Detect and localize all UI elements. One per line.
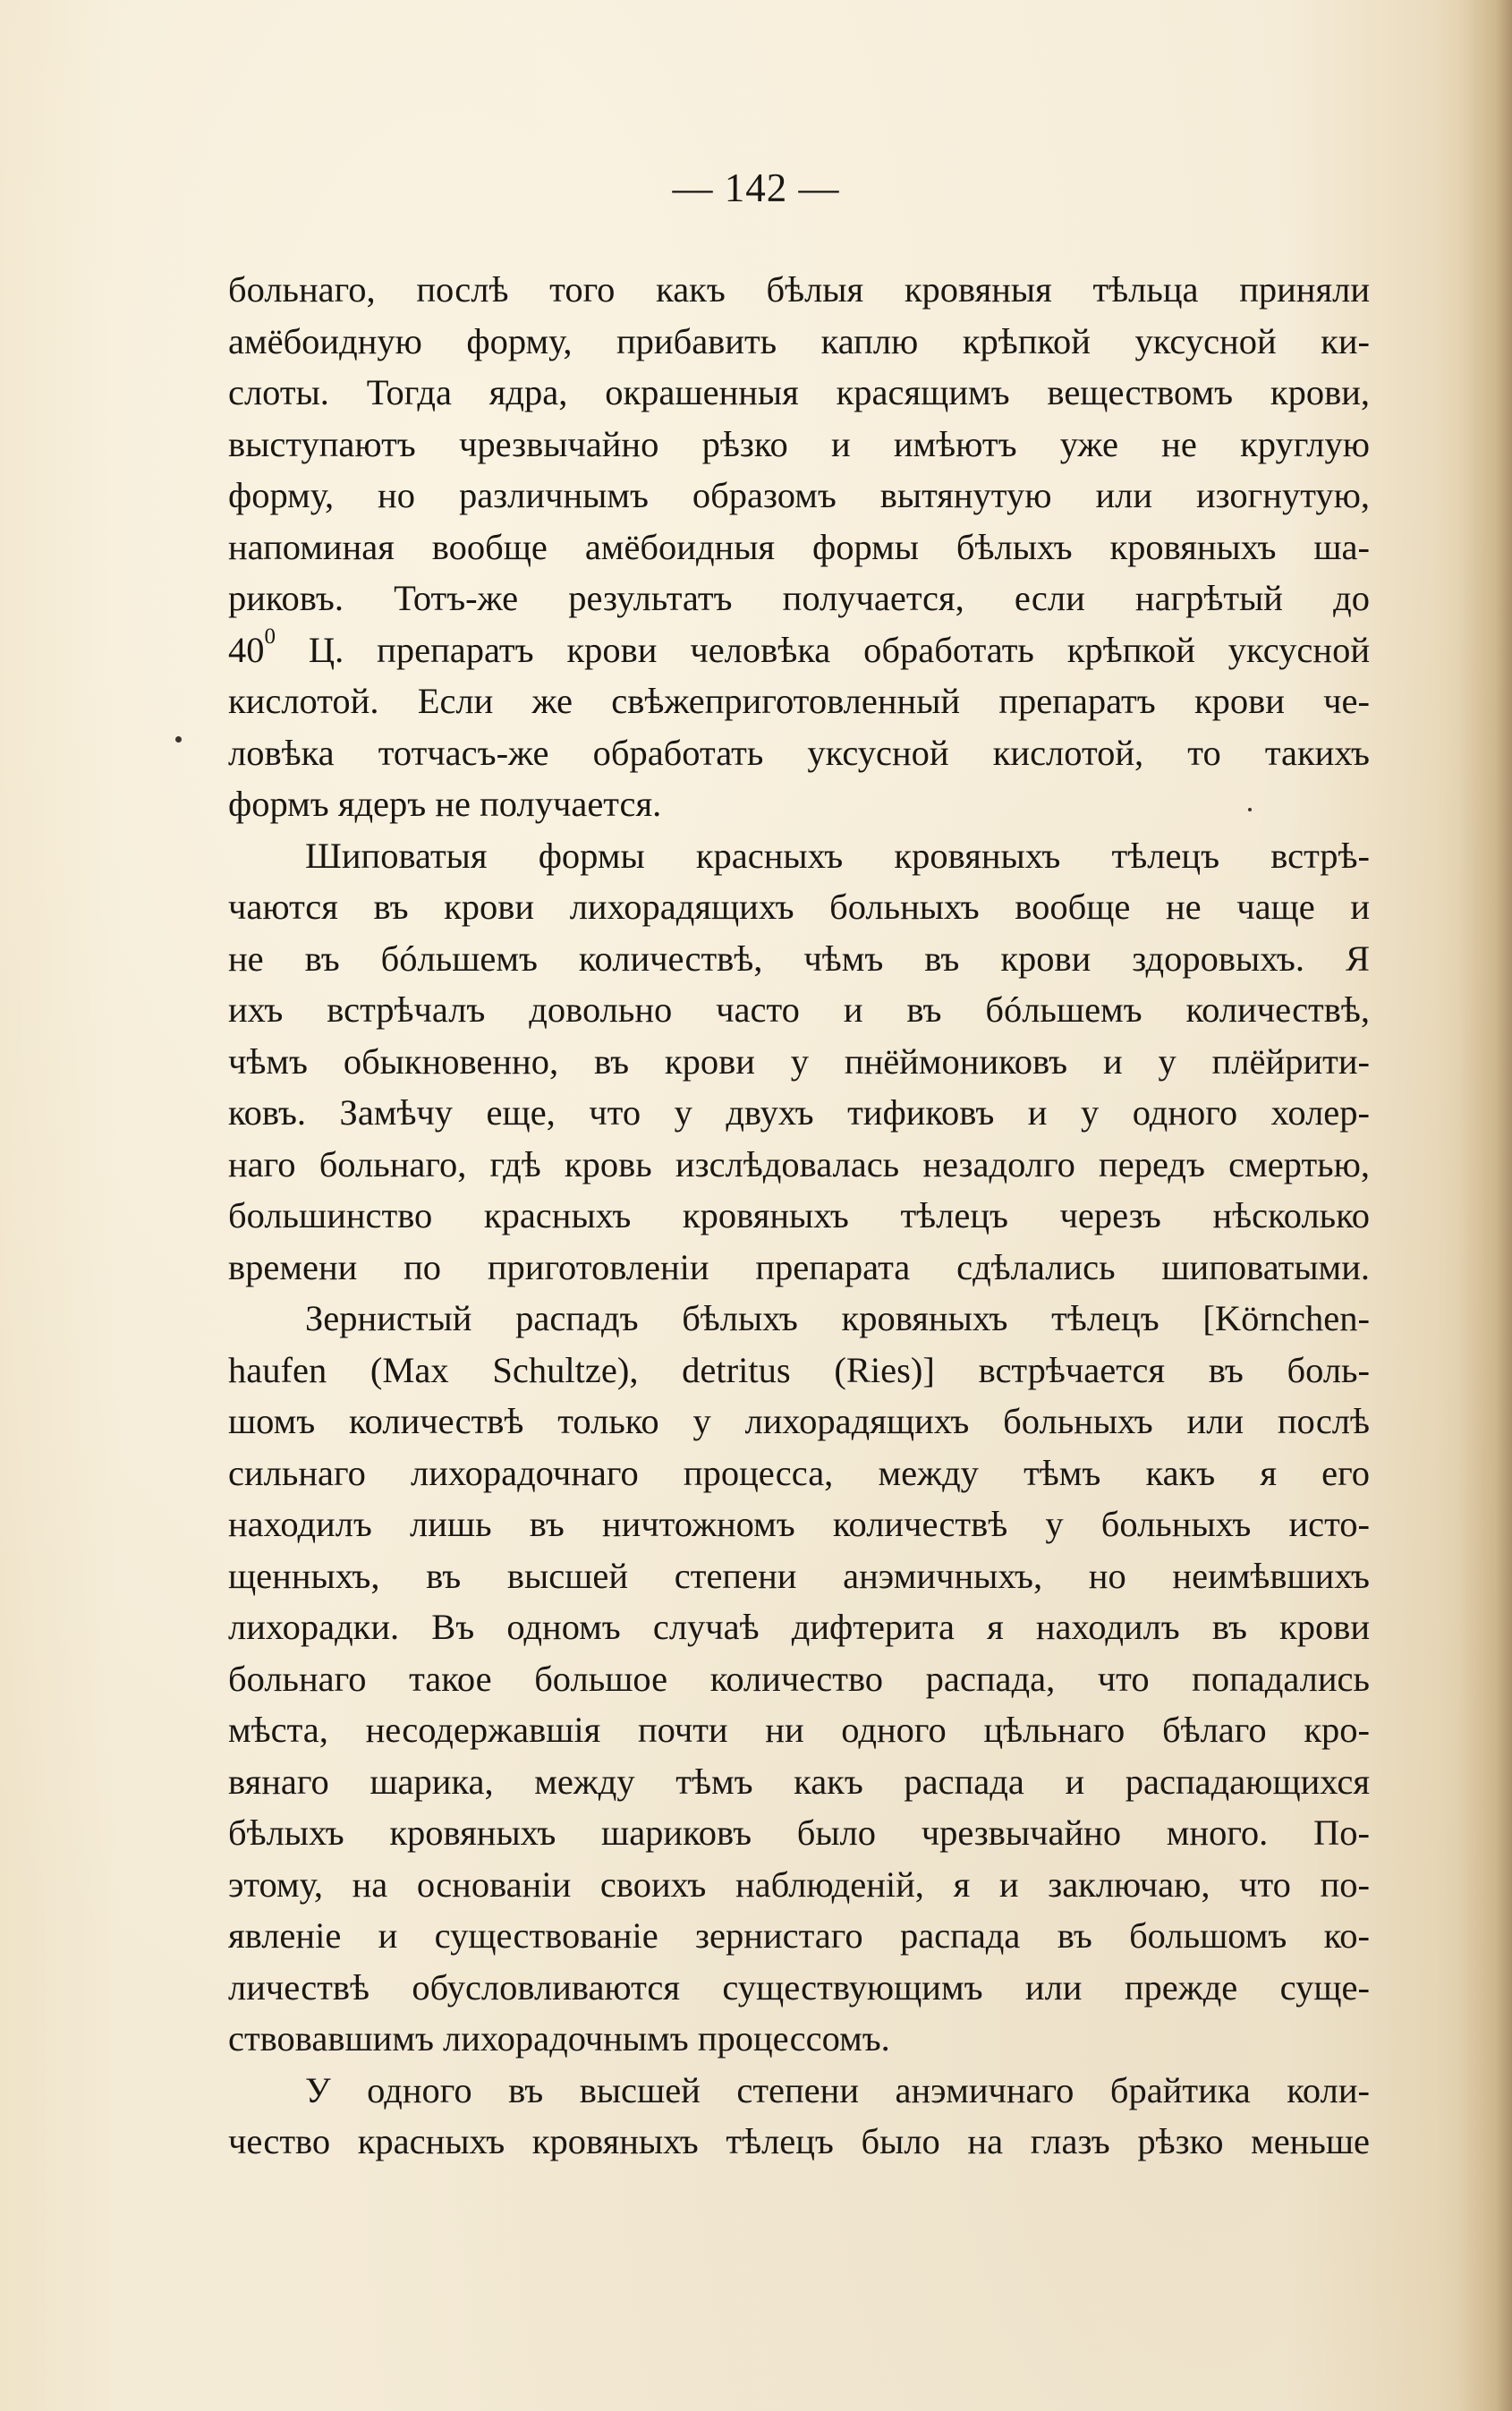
ink-speck: [1248, 808, 1252, 811]
text-line: больнаго, послѣ того какъ бѣлыя кровяныя тѣльца приняли: [228, 269, 1370, 310]
text-line: слоты. Тогда ядра, окрашенныя красящимъ веществомъ крови,: [228, 372, 1370, 412]
paragraph-start-line: Зернистый распадъ бѣлыхъ кровяныхъ тѣлецъ [Körnchen-: [305, 1298, 1370, 1338]
text-line: шомъ количествѣ только у лихорадящихъ больныхъ или послѣ: [228, 1401, 1370, 1441]
page-number: — 142 —: [672, 166, 840, 210]
body-text: [228, 264, 1370, 2168]
text-line: бѣлыхъ кровяныхъ шариковъ было чрезвычайно много. По-: [228, 1812, 1370, 1853]
text-line: чаются въ крови лихорадящихъ больныхъ вообще не чаще и: [228, 887, 1370, 927]
text-line: щенныхъ, въ высшей степени анэмичныхъ, но неимѣвшихъ: [228, 1555, 1370, 1596]
paragraph-end-line: ствовавшимъ лихорадочнымъ процессомъ.: [228, 2018, 890, 2059]
text-line-with-superscript: [228, 624, 1370, 676]
text-line: мѣста, несодержавшія почти ни одного цѣльнаго бѣлаго кро-: [228, 1710, 1370, 1750]
page-edge-shadow: [1458, 0, 1512, 2411]
temperature-value: 40: [228, 629, 265, 670]
text-line: вянаго шарика, между тѣмъ какъ распада и распадающихся: [228, 1761, 1370, 1802]
text-line: haufen (Max Schultze), detritus (Ries)] встрѣчается въ боль-: [228, 1349, 1370, 1390]
text-line: лихорадки. Въ одномъ случаѣ дифтерита я находилъ въ крови: [228, 1607, 1370, 1647]
text-line: чество красныхъ кровяныхъ тѣлецъ было на глазъ рѣзко меньше: [228, 2121, 1370, 2161]
text-line: выступаютъ чрезвычайно рѣзко и имѣютъ уже не круглую: [228, 423, 1370, 464]
text-line: напоминая вообще амёбоидныя формы бѣлыхъ кровяныхъ ша-: [228, 526, 1370, 567]
text-line: амёбоидную форму, прибавить каплю крѣпкой уксусной ки-: [228, 320, 1370, 361]
paragraph-end-line: времени по приготовленіи препарата сдѣлались шиповатыми.: [228, 1246, 1370, 1287]
paragraph-start-line: У одного въ высшей степени анэмичнаго брайтика коли-: [305, 2069, 1370, 2110]
paragraph-start-line: Шиповатыя формы красныхъ кровяныхъ тѣлецъ встрѣ-: [305, 835, 1370, 876]
text-line: большинство красныхъ кровяныхъ тѣлецъ черезъ нѣсколько: [228, 1195, 1370, 1235]
paragraph-end-line: формъ ядеръ не получается.: [228, 784, 662, 824]
text-line-rest: Ц. препаратъ крови человѣка обработать крѣпкой уксусной: [276, 629, 1370, 670]
margin-dot-mark: [175, 736, 182, 743]
text-line: ихъ встрѣчалъ довольно часто и въ бóльшемъ количествѣ,: [228, 989, 1370, 1030]
text-line: ловѣка тотчасъ-же обработать уксусной кислотой, то такихъ: [228, 732, 1370, 773]
text-line: личествѣ обусловливаются существующимъ или прежде суще-: [228, 1966, 1370, 2008]
text-line: ковъ. Замѣчу еще, что у двухъ тификовъ и у одного холер-: [228, 1092, 1370, 1133]
text-line: находилъ лишь въ ничтожномъ количествѣ у больныхъ исто-: [228, 1504, 1370, 1544]
text-line: не въ бóльшемъ количествѣ, чѣмъ въ крови здоровыхъ. Я: [228, 938, 1370, 979]
text-line: наго больнаго, гдѣ кровь изслѣдовалась незадолго передъ смертью,: [228, 1143, 1370, 1184]
text-line: сильнаго лихорадочнаго процесса, между тѣмъ какъ я его: [228, 1452, 1370, 1493]
text-line: форму, но различнымъ образомъ вытянутую или изогнутую,: [228, 475, 1370, 515]
text-line: явленіе и существованіе зернистаго распада въ большомъ ко-: [228, 1915, 1370, 1956]
text-line: этому, на основаніи своихъ наблюденій, я и заключаю, что по-: [228, 1863, 1370, 1905]
text-line: кислотой. Если же свѣжеприготовленный препаратъ крови че-: [228, 681, 1370, 721]
text-line: больнаго такое большое количество распада, что попадались: [228, 1658, 1370, 1699]
text-line: риковъ. Тотъ-же результатъ получается, если нагрѣтый до: [228, 578, 1370, 618]
text-line: чѣмъ обыкновенно, въ крови у пнёймониковъ и у плёйрити-: [228, 1040, 1370, 1082]
degree-superscript: 0: [264, 624, 276, 649]
